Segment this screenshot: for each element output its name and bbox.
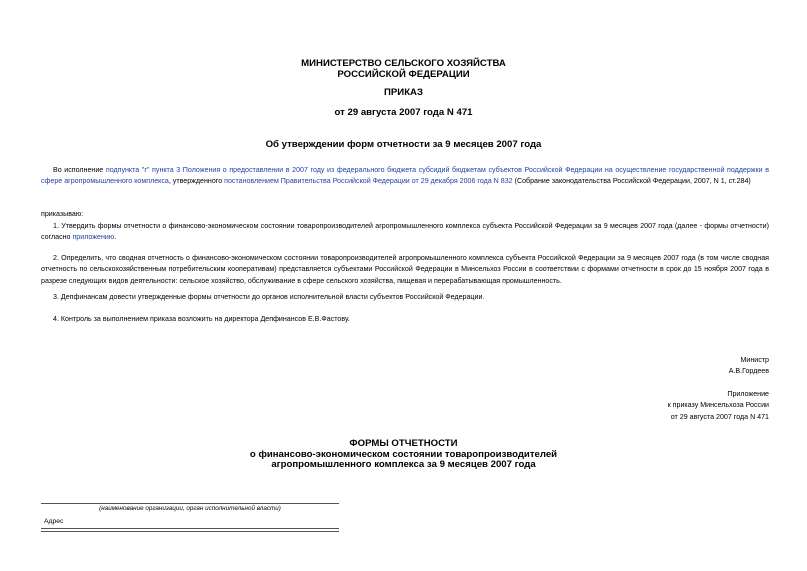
- preamble-suffix: (Собрание законодательства Российской Федерации, 2007, N 1, ст.284): [512, 177, 751, 186]
- signature-block: [729, 355, 769, 378]
- forms-title-line-3: агропромышленного комплекса за 9 месяцев 2007 года: [271, 459, 536, 470]
- item-1-paragraph: [41, 221, 769, 244]
- appendix-reference: [668, 389, 769, 423]
- item-2-paragraph: 2. Определить, что сводная отчетность о финансово-экономическом состоянии товаропроизводителей агропромышленного комплекса субъекта Российской Федерации за 9 месяцев 2007 года (в том числе сводная отчетность по сельскохозяйственным потребительским кооперативам) представляется субъектами Российской Федерации в Минсельхоз России в соответствии с формами отчетности в срок до 15 ноября 2007 года в разрезе следующих видов деятельности: сельское хозяйство, обслуживание в сфере сельского хозяйства, пищевая и перерабатывающая промышленность.: [41, 254, 769, 285]
- doc-date-number: от 29 августа 2007 года N 471: [334, 107, 473, 118]
- address-rule-top: [41, 528, 339, 529]
- org-name-caption: (наименование организации, орган исполнительной власти): [99, 505, 281, 512]
- forms-title: [0, 439, 807, 471]
- ministry-line-1: МИНИСТЕРСТВО СЕЛЬСКОГО ХОЗЯЙСТВА: [301, 58, 506, 69]
- doc-type-heading: ПРИКАЗ: [384, 87, 423, 98]
- doc-title: Об утверждении форм отчетности за 9 месяцев 2007 года: [265, 139, 542, 150]
- preamble-link-regulation[interactable]: подпункта "г" пункта 3 Положения о предоставлении в 2007 году из федерального бюджета субсидий бюджетам субъектов Российской Федерации на осуществление государственной поддержки в сфере агропромышленного комплекса: [41, 166, 769, 186]
- item-4-paragraph: 4. Контроль за выполнением приказа возложить на директора Депфинансов Е.В.Фастову.: [53, 315, 350, 323]
- appendix-ref-line-3: от 29 августа 2007 года N 471: [670, 412, 769, 421]
- item-1-end: .: [114, 233, 117, 242]
- preamble-middle: , утвержденного: [168, 177, 225, 186]
- preamble-link-decree[interactable]: постановлением Правительства Российской Федерации от 29 декабря 2006 года N 832: [224, 177, 513, 186]
- address-label: Адрес: [44, 518, 64, 525]
- item-1-text: 1. Утвердить формы отчетности о финансово-экономическом состоянии товаропроизводителей агропромышленного комплекса субъекта Российской Федерации за 9 месяцев 2007 года (далее - формы отчетности) согласно: [41, 222, 769, 242]
- appendix-ref-line-1: Приложение: [727, 390, 769, 398]
- signature-name: А.В.Гордеев: [728, 367, 769, 376]
- preamble-paragraph: [41, 165, 769, 188]
- ministry-line-2: РОССИЙСКОЙ ФЕДЕРАЦИИ: [337, 69, 470, 80]
- forms-title-line-1: ФОРМЫ ОТЧЕТНОСТИ: [349, 438, 458, 449]
- orders-word: приказываю:: [41, 210, 84, 218]
- preamble-prefix: Во исполнение: [53, 166, 106, 174]
- signature-position: Министр: [740, 356, 769, 364]
- forms-title-line-2: о финансово-экономическом состоянии товаропроизводителей: [249, 448, 558, 460]
- org-name-rule: [41, 503, 339, 504]
- ministry-heading: [0, 58, 807, 80]
- item-3-paragraph: 3. Депфинансам довести утвержденные формы отчетности до органов исполнительной власти субъектов Российской Федерации.: [53, 293, 485, 301]
- appendix-ref-line-2: к приказу Минсельхоза России: [667, 401, 769, 410]
- address-rule-bottom: [41, 531, 339, 532]
- item-1-appendix-link[interactable]: приложению: [72, 233, 115, 242]
